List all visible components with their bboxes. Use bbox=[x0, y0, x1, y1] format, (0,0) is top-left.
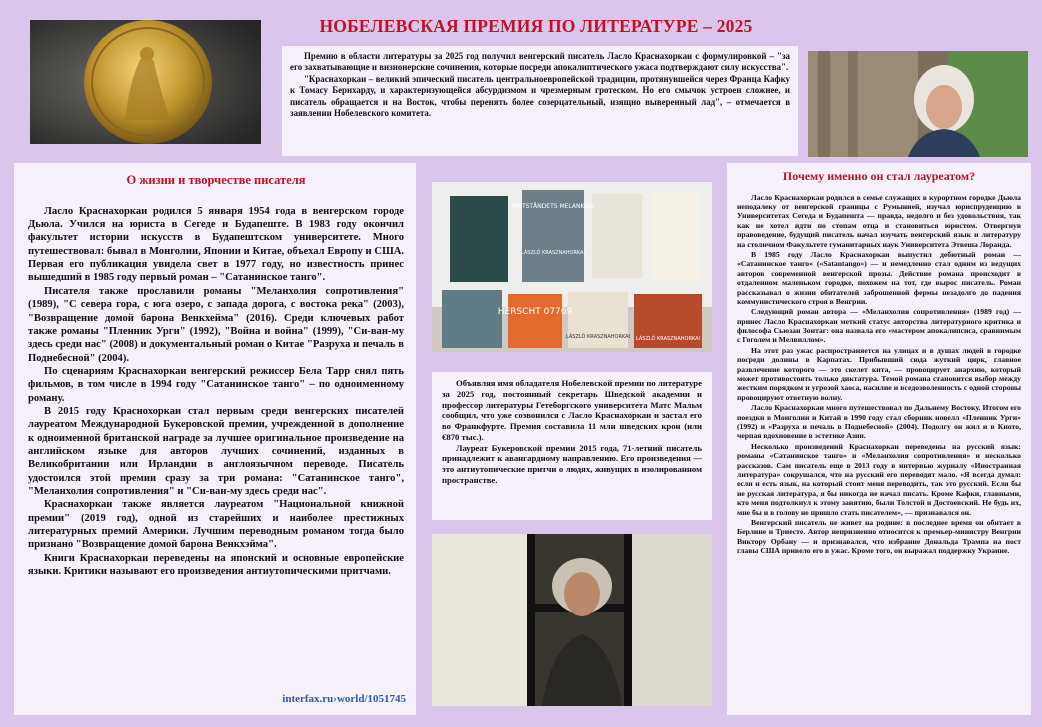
why-laureate-paragraph: Несколько произведений Краснахоркаи переведены на русский язык: романы «Сатанинское танго» и «Меланхолия сопротивления» и несколько рассказов. Сам писатель еще в 2013 году в интервью журналу «Иностранная литература» сокрушался, что на русский его переводят мало. «Я всегда думал: если и есть язык, на который стоит меня переводить, так это русский. Если бы не русская литература, я бы никогда не начал писать. Кроме Кафки, главными, кто меня подтолкнул к этому занятию, были Толстой и Достоевский. Не будь их, мне бы и в голову не пришло стать писателем», — признавался он. bbox=[737, 441, 1021, 517]
intro-text bbox=[282, 46, 798, 156]
biography-paragraph: В 2015 году Краснохоркаи стал первым среди венгерских писателей лауреатом Международной Букеровской премии, учрежденной в дополнение к одноименной британской награде за лучшее оригинальное произведение на английском языке для авторов лучших сочинений, изданных в Великобритании или Ирландии в англоязычном переводе. Писатель удостоился этой премии сразу за три романа: "Сатанинское танго", "Меланхолия сопротивления" и "Си-ван-му здесь среди нас". bbox=[28, 405, 404, 497]
book-author: LÁSZLÓ KRASZNAHORKAI bbox=[520, 250, 586, 256]
why-laureate-paragraph: Ласло Краснахоркаи много путешествовал по Дальнему Востоку. Итогом его поездки в Монголии и Китай в 1990 году стал сборник новелл «Пленник Урги» (1992) и «Разруха и печаль в Поднебесной» (2004). Подолгу он жил и в Киото, черпая вдохновение в эстетике Азии. bbox=[737, 403, 1021, 441]
books-photo bbox=[432, 182, 712, 352]
why-laureate-paragraph: Венгерский писатель не живет на родине: в последнее время он обитает в Берлине и Триесте. Автор непризненно относится к премьер-министру Венгрии Виктору Орбану — и признавался, что избрание Дональда Трампа на пост главы США привело его в ужас. Кроме того, он выражал поддержку Украине. bbox=[737, 517, 1021, 556]
source-link[interactable]: interfax.ru›world/1051745 bbox=[282, 693, 406, 706]
biography-paragraph: Книги Краснахоркаи переведены на японский и основные европейские языки. Критики называют его произведения антиутопическими притчами. bbox=[28, 552, 404, 578]
biography-heading: О жизни и творчестве писателя bbox=[126, 173, 306, 187]
why-laureate-paragraph: В 1985 году Ласло Краснахоркаи выпустил дебютный роман — «Сатанинское танго» («Satantango») — и немедленно стал одним из ведущих авторов современной венгерской прозы. Действие романа происходит в отдаленном маленьком городке, похожем на тот, где вырос писатель. Роман рассказывал о жизни обитателей заброшенной фермы незадолго до падения коммунистического строя в Венгрии. bbox=[737, 249, 1021, 306]
why-laureate-paragraph: На этот раз ужас распространяется на улицах и в душах людей в городке посреди долины в Карпатах. Прибывший сюда жуткий цирк, главное развлечение которого — это скелет кита, — провоцирует анархию, который может противостоять только диктатура. Темой романа становится выбор между жестким порядком и угрозой хаоса, насилие и вседозволенность с одной стороны провоцируют ответную волну. bbox=[737, 345, 1021, 402]
biography-paragraph: По сценариям Краснахоркаи венгерский режиссер Бела Тарр снял пять фильмов, в том числе в 1994 году "Сатанинское танго" – по одноименному роману. bbox=[28, 365, 404, 404]
book-title: MOTSTÅNDETS MELANKOLI bbox=[512, 203, 594, 210]
intro-paragraph: "Краснахоркаи – великий эпический писатель центральноевропейской традиции, протянувшейся через Франца Кафку к Томасу Бернхарду, и характеризующейся абсурдизмом и чрезмерным гротеском. Но его смычок устроен сложнее, и писатель обращается и на Восток, чтобы перенять более созерцательный, изящно выверенный лад", – отмечается в заявлении Нобелевского комитета. bbox=[290, 73, 790, 118]
author-portrait-image bbox=[808, 51, 1028, 157]
medal-photo bbox=[30, 20, 261, 144]
book-title: HERSCHT 07769 bbox=[497, 307, 573, 317]
author-portrait-photo bbox=[808, 51, 1028, 157]
biography-paragraph: Краснахоркаи также является лауреатом "Национальной книжной премии" (2019 год), одной из старейших и наиболее престижных литературных премий Америки. Лучшим переводным романом тогда было признано "Возвращение домой барона Венкхэйма". bbox=[28, 499, 404, 551]
author-window-photo bbox=[432, 534, 712, 706]
biography-section bbox=[14, 163, 416, 715]
author-at-window-image bbox=[432, 534, 712, 706]
books-display-image bbox=[432, 182, 712, 352]
why-laureate-heading: Почему именно он стал лауреатом? bbox=[782, 169, 976, 183]
why-laureate-paragraph: Следующий роман автора — «Меланхолия сопротивления» (1989 год) — принес Ласло Краснахоркаи меткий статус авторства литературного критика и философа Сьюзан Зонтаг: она назвала его «мастером апокалипсиса, сравнимым с Гоголем и Мелвиллом». bbox=[737, 307, 1021, 345]
nobel-medal-image bbox=[30, 20, 261, 144]
announcement-text bbox=[432, 372, 712, 520]
biography-paragraph: Ласло Краснахоркаи родился 5 января 1954 года в венгерском городе Дьюла. Учился на юриста в Сегеде и Будапеште. В 1983 году окончил факультет истории искусств в Будапештском университете. Много путешествовал: бывал в Монголии, Японии и Китае, объехал Европу и США. Первая его публикация увидела свет в 1977 году, но известность принес вышедший в 1985 году первый роман – "Сатанинское танго". bbox=[28, 205, 404, 284]
book-author: LÁSZLÓ KRASZNAHORKAI bbox=[635, 336, 701, 342]
why-laureate-paragraph: Ласло Краснахоркаи родился в семье служащих в курортном городке Дьюла неподалеку от венгерской границы с Румынией, изучал юриспруденцию в Университетах Сегеда и Будапешта — правда, недолго и без удовольствия, так как не хотел идти по стопам отца и становиться юристом. Отвергнув правоведение, будущий писатель начал изучать венгерский язык и литературу на столичном Факультете гуманитарных наук Университета Этвеша Лоранда. bbox=[737, 192, 1021, 249]
biography-paragraph: Писателя также прославили романы "Меланхолия сопротивления" (1989), "С севера гора, с юга озеро, с запада дорога, с востока река" (2003), "Возвращение домой барона Венкхейма" (2016). Среди ключевых работ также романы "Пленник Урги" (1992), "Война и война" (1999), "Си-ван-му здесь среди нас" (2008) и документальный роман о Китае "Разруха и печаль в Поднебесной" (2004). bbox=[28, 285, 404, 364]
book-author: LÁSZLÓ KRASZNAHORKAI bbox=[565, 334, 631, 340]
why-laureate-section bbox=[727, 163, 1031, 715]
announcement-paragraph: Объявляя имя обладателя Нобелевской премии по литературе за 2025 год, постоянный секретарь Шведской академии и профессор литературы Гетеборгского университета Матс Мальм сообщил, что уже созвонился с Ласло Краснахоркаи и застал его во Франкфурте. Премия составила 11 млн шведских крон (или €870 тыс.). bbox=[442, 378, 702, 442]
announcement-paragraph: Лауреат Букеровской премии 2015 года, 71-летний писатель принадлежит к авангардному направлению. Его произведения — это антиутопические притчи о людях, живущих в изолированном пространстве. bbox=[442, 442, 702, 486]
intro-paragraph: Премию в области литературы за 2025 год получил венгерский писатель Ласло Краснахоркаи с формулировкой – "за его захватывающие и визионерские сочинения, которые посреди апокалиптического ужаса подтверждают силу искусства". bbox=[290, 51, 790, 73]
page-title: НОБЕЛЕВСКАЯ ПРЕМИЯ ПО ЛИТЕРАТУРЕ – 2025 bbox=[319, 16, 753, 36]
